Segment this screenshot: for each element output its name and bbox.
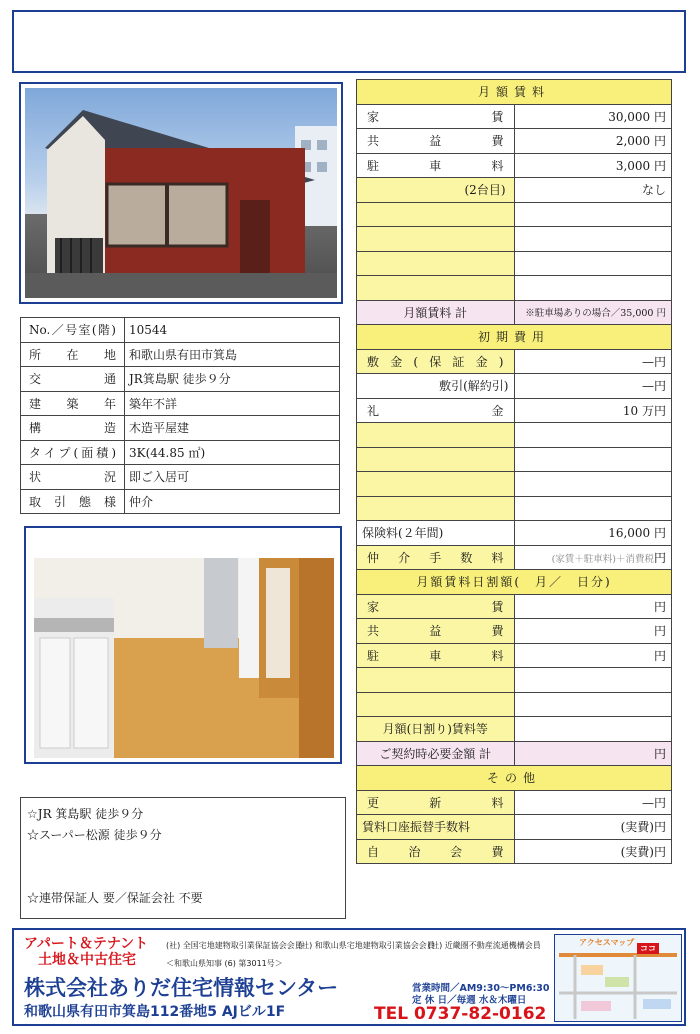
daily-blank-row-2 [357,692,672,717]
monthly-blank-row-1 [357,202,672,227]
access-map [554,934,682,1022]
monthly-common-row: 共益費 2,000 円 [357,129,672,154]
interior-photo [34,558,334,758]
brokerage-unit: 円 [653,550,666,565]
initial-insurance-row: 保険料(２年間) 16,000 円 [357,521,672,546]
daily-rent-row: 家賃 円 [357,594,672,619]
info-row-status: 状況 即ご入居可 [21,465,340,490]
monthly-rent-row: 家賃 30,000 円 [357,104,672,129]
initial-keymoney-row: 礼金 10 万円 [357,398,672,423]
initial-brokerage-row: 仲介手数料 (家賃＋駐車料)＋消費税円 [357,545,672,570]
daily-parking-row: 駐車料 円 [357,643,672,668]
info-row-built: 建築年 築年不詳 [21,391,340,416]
footer-assoc-2: (社) 和歌山県宅地建物取引業協会会員 [298,941,435,950]
rent-cost-table [356,79,672,864]
info-row-type: タイプ(面積) 3K(44.85 ㎡) [21,440,340,465]
initial-blank-row-1 [357,423,672,448]
exterior-photo [25,88,337,298]
info-row-structure: 構造 木造平屋建 [21,416,340,441]
monthly-blank-row-4 [357,276,672,301]
interior-photo-frame [24,526,342,764]
info-row-access: 交通 JR箕島駅 徒歩９分 [21,367,340,392]
info-row-number: No.／号室(階) 10544 [21,318,340,343]
brokerage-note: (家賃＋駐車料)＋消費税 [551,553,654,565]
note-guarantor: ☆連帯保証人 要／保証会社 不要 [27,891,203,905]
footer-holiday: 定 休 日／毎週 水＆木曜日 [412,995,527,1006]
note-supermarket: ☆スーパー松源 徒歩９分 [27,828,162,842]
contract-total-row: ご契約時必要金額 計 円 [357,741,672,766]
footer-company-name: 株式会社ありだ住宅情報センター [24,976,339,1000]
footer-license: ＜和歌山県知事 (6) 第3011号＞ [166,959,283,968]
daily-common-row: 共益費 円 [357,619,672,644]
info-row-location: 所在地 和歌山県有田市箕島 [21,342,340,367]
footer-tel: TEL 0737-82-0162 [374,1004,547,1024]
title-box [12,10,686,73]
footer-hours: 営業時間／AM9:30～PM6:30 [412,983,550,994]
access-map-illustration [555,935,681,1021]
monthly-second-car-row: (2台目) なし [357,178,672,203]
monthly-total-row: 月額賃料 計 ※駐車場ありの場合／35,000 円 [357,300,672,325]
daily-blank-row-1 [357,668,672,693]
notes-box [20,797,346,919]
interior-illustration [34,558,334,758]
initial-shiki-row: 敷引(解約引) —円 [357,374,672,399]
initial-deposit-row: 敷金(保証金) —円 [357,349,672,374]
monthly-blank-row-3 [357,251,672,276]
other-community-row: 自治会費 (実費)円 [357,839,672,864]
daily-header: 月額賃料日割額( 月／ 日分) [357,570,672,595]
initial-header: 初期費用 [357,325,672,350]
initial-blank-row-3 [357,472,672,497]
monthly-blank-row-2 [357,227,672,252]
monthly-header: 月額賃料 [357,80,672,105]
other-renewal-row: 更新料 —円 [357,790,672,815]
footer-slogan-2: 土地＆中古住宅 [38,952,136,968]
footer-assoc-3: (社) 近畿圏不動産流通機構会員 [428,941,541,950]
info-row-transaction: 取引態様 仲介 [21,489,340,514]
footer-address: 和歌山県有田市箕島112番地5 AJビル1F [24,1004,286,1020]
property-info-table [20,317,340,514]
other-transfer-row: 賃料口座振替手数料 (実費)円 [357,815,672,840]
footer-assoc-1: (社) 全国宅地建物取引業保証協会会員 [166,941,303,950]
access-map-here-marker: ココ [637,943,659,954]
other-header: その他 [357,766,672,791]
exterior-illustration [25,88,337,298]
initial-blank-row-4 [357,496,672,521]
monthly-parking-row: 駐車料 3,000 円 [357,153,672,178]
note-station: ☆JR 箕島駅 徒歩９分 [27,807,144,821]
access-map-title: アクセスマップ [579,938,635,947]
initial-blank-row-2 [357,447,672,472]
exterior-photo-frame [19,82,343,304]
footer-slogan-1: アパート＆テナント [24,936,149,952]
company-footer [12,928,686,1026]
daily-prorated-row: 月額(日割り)賃料等 [357,717,672,742]
